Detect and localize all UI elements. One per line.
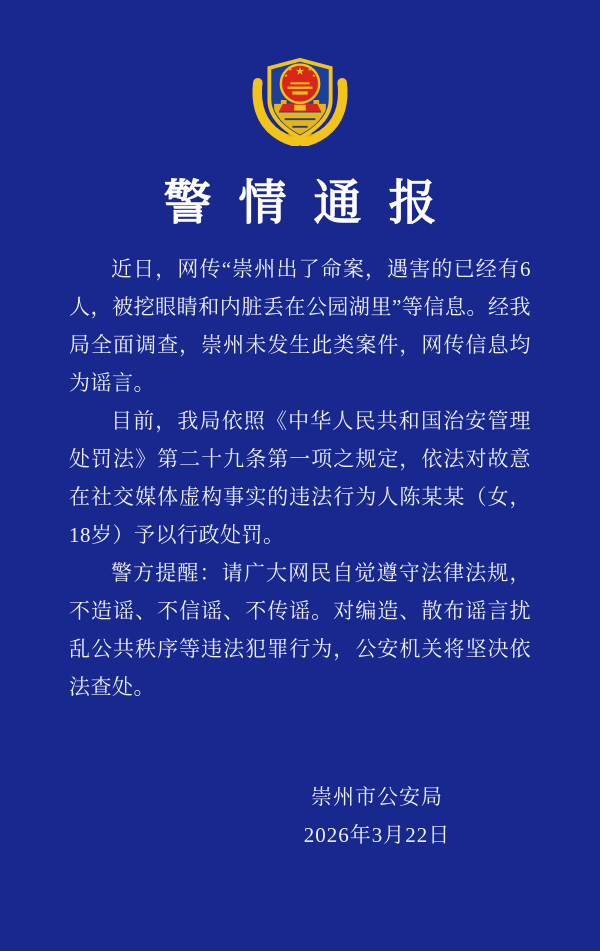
national-emblem bbox=[281, 65, 319, 103]
police-badge-emblem bbox=[241, 54, 359, 146]
signature-block bbox=[257, 778, 497, 854]
signature-agency: 崇州市公安局 bbox=[311, 785, 443, 809]
signature-date: 2026年3月22日 bbox=[303, 823, 451, 847]
notice-paragraph-1: 近日，网传“崇州出了命案，遇害的已经有6人，被挖眼睛和内脏丢在公园湖里”等信息。经我局全面调查，崇州未发生此类案件，网传信息均为谣言。 bbox=[69, 257, 531, 395]
notice-body bbox=[69, 250, 531, 706]
notice-paragraph-2: 目前，我局依照《中华人民共和国治安管理处罚法》第二十九条第一项之规定，依法对故意在社交媒体虚构事实的违法行为人陈某某（女，18岁）予以行政处罚。 bbox=[69, 409, 531, 547]
ribbon bbox=[279, 104, 321, 112]
notice-title: 警情通报 bbox=[163, 177, 464, 230]
police-badge-icon bbox=[241, 54, 359, 146]
notice-paragraph-3: 警方提醒：请广大网民自觉遵守法律法规，不造谣、不信谣、不传谣。对编造、散布谣言扰乱公共秩序等违法犯罪行为，公安机关将坚决依法查处。 bbox=[69, 561, 531, 699]
